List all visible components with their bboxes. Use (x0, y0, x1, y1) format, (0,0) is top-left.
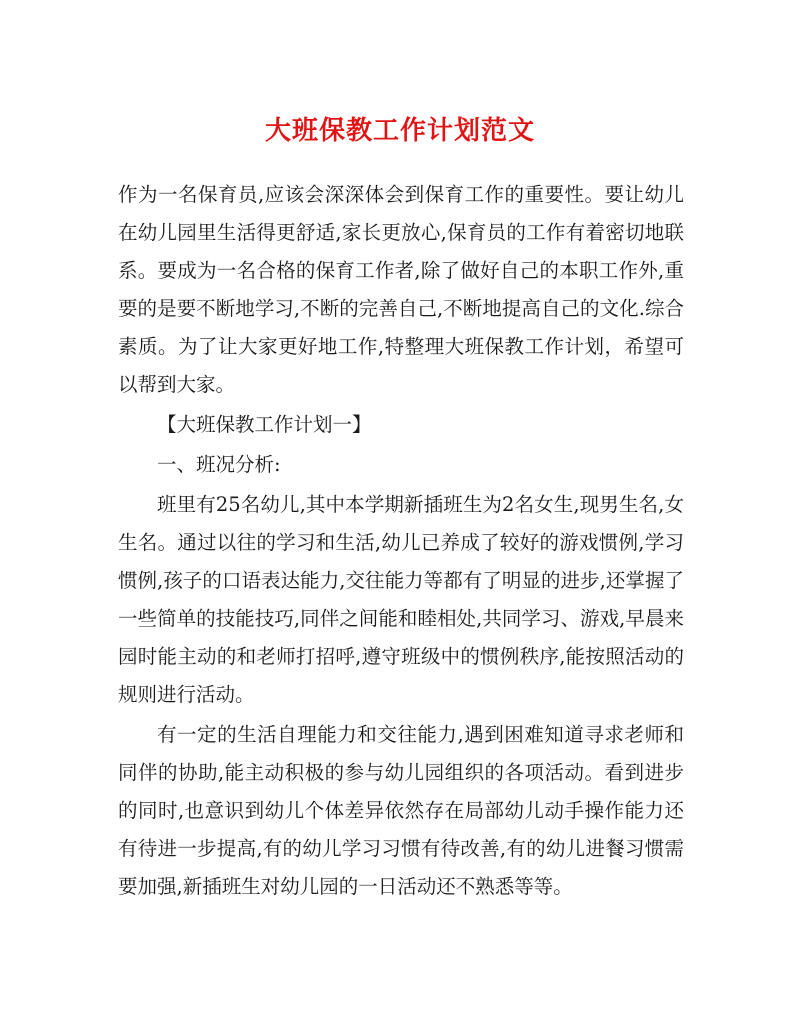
ability-paragraph: 有一定的生活自理能力和交往能力,遇到困难知道寻求老师和同伴的协助,能主动积极的参与幼儿园组织的各项活动。看到进步的同时,也意识到幼儿个体差异依然存在局部幼儿动手操作能力还有待进一步提高,有的幼儿学习习惯有待改善,有的幼儿进餐习惯需要加强,新插班生对幼儿园的一日活动还不熟悉等等。 (118, 723, 684, 898)
document-body (118, 176, 684, 906)
intro-paragraph: 作为一名保育员,应该会深深体会到保育工作的重要性。要让幼儿在幼儿园里生活得更舒适,家长更放心,保育员的工作有着密切地联系。要成为一名合格的保育工作者,除了做好自己的本职工作外,重要的是要不断地学习,不断的完善自己,不断地提高自己的文化.综合素质。为了让大家更好地工作,特整理大班保教工作计划，希望可以帮到大家。 (118, 183, 684, 396)
subsection-heading: 一、班况分析: (157, 453, 281, 476)
section-heading: 【大班保教工作计划一】 (157, 413, 372, 436)
class-analysis-paragraph: 班里有25名幼儿,其中本学期新插班生为2名女生,现男生名,女生名。通过以往的学习和生活,幼儿已养成了较好的游戏惯例,学习惯例,孩子的口语表达能力,交往能力等都有了明显的进步,还掌握了一些简单的技能技巧,同伴之间能和睦相处,共同学习、游戏,早晨来园时能主动的和老师打招呼,遵守班级中的惯例秩序,能按照活动的规则进行活动。 (118, 493, 684, 706)
document-title: 大班保教工作计划范文 (264, 116, 535, 146)
